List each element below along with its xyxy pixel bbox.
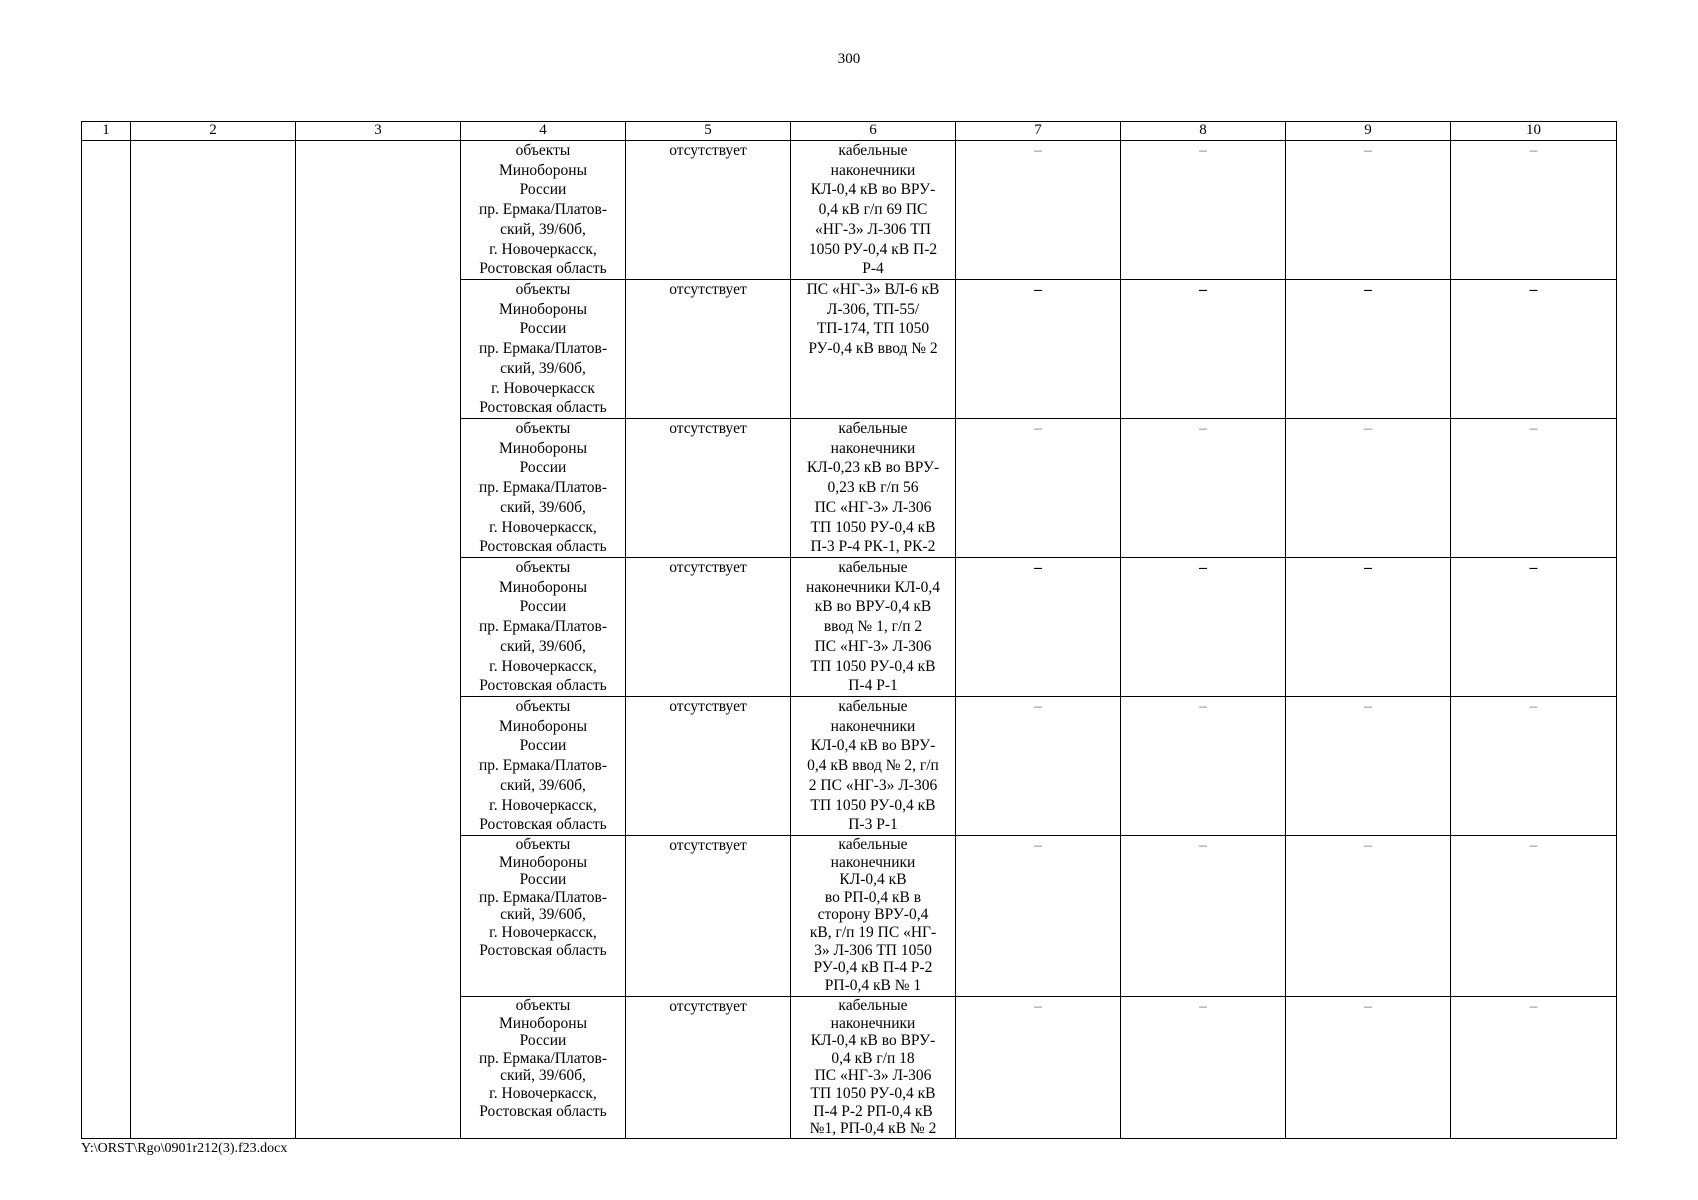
column-header-8: 8 <box>1121 122 1286 141</box>
col9-cell <box>1286 997 1451 1139</box>
equipment-cell <box>791 141 956 280</box>
dash-value: – <box>1034 998 1042 1015</box>
status-cell <box>626 697 791 836</box>
dash-value: – <box>1529 281 1538 298</box>
status-cell <box>626 141 791 280</box>
object-location-text: объекты Минобороны России пр. Ермака/Платов- ский, 39/60б, г. Новочеркасск, Ростовская область <box>478 997 608 1120</box>
col9-cell <box>1286 558 1451 697</box>
data-table <box>81 121 1617 1139</box>
equipment-cell <box>791 280 956 419</box>
col7-cell <box>956 697 1121 836</box>
merged-cell-col2 <box>131 141 296 1139</box>
dash-value: – <box>1364 698 1372 715</box>
col7-cell <box>956 558 1121 697</box>
status-text: отсутствует <box>669 559 747 576</box>
object-location-cell <box>461 419 626 558</box>
equipment-cell <box>791 697 956 836</box>
col8-cell <box>1121 141 1286 280</box>
col8-cell <box>1121 697 1286 836</box>
column-header-1: 1 <box>82 122 131 141</box>
merged-cell-col3 <box>296 141 461 1139</box>
dash-value: – <box>1199 142 1207 159</box>
equipment-cell <box>791 997 956 1139</box>
column-header-10: 10 <box>1451 122 1617 141</box>
dash-value: – <box>1529 837 1538 854</box>
dash-value: – <box>1529 998 1538 1015</box>
status-text: отсутствует <box>669 698 747 715</box>
dash-value: – <box>1364 420 1372 437</box>
column-header-5: 5 <box>626 122 791 141</box>
status-cell <box>626 836 791 997</box>
dash-value: – <box>1034 559 1042 576</box>
dash-value: – <box>1364 559 1372 576</box>
status-text: отсутствует <box>669 420 747 437</box>
dash-value: – <box>1034 420 1042 437</box>
col8-cell <box>1121 836 1286 997</box>
column-header-7: 7 <box>956 122 1121 141</box>
equipment-text: кабельные наконечники КЛ-0,23 кВ во ВРУ- 0,23 кВ г/п 56 ПС «НГ-3» Л-306 ТП 1050 РУ-0,4 кВ П-3 Р-4 РК-1, РК-2 <box>806 420 940 556</box>
status-cell <box>626 280 791 419</box>
object-location-cell <box>461 836 626 997</box>
dash-value: – <box>1529 559 1538 576</box>
col10-cell <box>1451 419 1617 558</box>
status-cell <box>626 419 791 558</box>
status-text: отсутствует <box>669 281 747 298</box>
dash-value: – <box>1034 281 1042 298</box>
col9-cell <box>1286 836 1451 997</box>
col8-cell <box>1121 280 1286 419</box>
dash-value: – <box>1529 142 1538 159</box>
col7-cell <box>956 141 1121 280</box>
equipment-text: кабельные наконечники КЛ-0,4 кВ во РП-0,4 кВ в сторону ВРУ-0,4 кВ, г/п 19 ПС «НГ- 3» Л-306 ТП 1050 РУ-0,4 кВ П-4 Р-2 РП-0,4 кВ № 1 <box>809 836 937 994</box>
dash-value: – <box>1199 837 1207 854</box>
equipment-cell <box>791 836 956 997</box>
status-text: отсутствует <box>669 998 747 1015</box>
page-number: 300 <box>837 51 861 67</box>
equipment-text: ПС «НГ-3» ВЛ-6 кВ Л-306, ТП-55/ ТП-174, ТП 1050 РУ-0,4 кВ ввод № 2 <box>806 281 940 358</box>
col10-cell <box>1451 836 1617 997</box>
object-location-cell <box>461 141 626 280</box>
dash-value: – <box>1199 698 1207 715</box>
dash-value: – <box>1364 142 1372 159</box>
dash-value: – <box>1364 837 1372 854</box>
equipment-text: кабельные наконечники КЛ-0,4 кВ во ВРУ-0,4 кВ ввод № 1, г/п 2 ПС «НГ-3» Л-306 ТП 1050 РУ-0,4 кВ П-4 Р-1 <box>806 559 940 695</box>
col9-cell <box>1286 280 1451 419</box>
col8-cell <box>1121 419 1286 558</box>
object-location-cell <box>461 280 626 419</box>
table-row <box>82 141 1617 280</box>
column-header-6: 6 <box>791 122 956 141</box>
column-header-3: 3 <box>296 122 461 141</box>
column-number-row <box>82 122 1617 141</box>
object-location-text: объекты Минобороны России пр. Ермака/Платов- ский, 39/60б, г. Новочеркасск, Ростовская область <box>478 559 608 695</box>
status-text: отсутствует <box>669 837 747 854</box>
dash-value: – <box>1364 998 1372 1015</box>
col7-cell <box>956 836 1121 997</box>
col7-cell <box>956 419 1121 558</box>
object-location-text: объекты Минобороны России пр. Ермака/Платов- ский, 39/60б, г. Новочеркасск, Ростовская область <box>478 420 608 556</box>
merged-cell-col1 <box>82 141 131 1139</box>
object-location-cell <box>461 558 626 697</box>
col8-cell <box>1121 558 1286 697</box>
dash-value: – <box>1199 420 1207 437</box>
object-location-text: объекты Минобороны России пр. Ермака/Платов- ский, 39/60б, г. Новочеркасск, Ростовская область <box>478 142 608 278</box>
dash-value: – <box>1199 281 1207 298</box>
col10-cell <box>1451 141 1617 280</box>
col9-cell <box>1286 697 1451 836</box>
col10-cell <box>1451 697 1617 836</box>
equipment-text: кабельные наконечники КЛ-0,4 кВ во ВРУ- 0,4 кВ г/п 69 ПС «НГ-3» Л-306 ТП 1050 РУ-0,4 кВ П-2 Р-4 <box>808 142 938 278</box>
dash-value: – <box>1034 837 1042 854</box>
col9-cell <box>1286 419 1451 558</box>
dash-value: – <box>1364 281 1372 298</box>
col10-cell <box>1451 558 1617 697</box>
column-header-9: 9 <box>1286 122 1451 141</box>
col8-cell <box>1121 997 1286 1139</box>
status-cell <box>626 997 791 1139</box>
col9-cell <box>1286 141 1451 280</box>
object-location-cell <box>461 997 626 1139</box>
column-header-4: 4 <box>461 122 626 141</box>
status-text: отсутствует <box>669 142 747 159</box>
equipment-cell <box>791 558 956 697</box>
equipment-text: кабельные наконечники КЛ-0,4 кВ во ВРУ- 0,4 кВ ввод № 2, г/п 2 ПС «НГ-3» Л-306 ТП 1050 РУ-0,4 кВ П-3 Р-1 <box>807 698 939 834</box>
column-header-2: 2 <box>131 122 296 141</box>
object-location-text: объекты Минобороны России пр. Ермака/Платов- ский, 39/60б, г. Новочеркасск, Ростовская область <box>478 698 608 834</box>
dash-value: – <box>1034 142 1042 159</box>
object-location-text: объекты Минобороны России пр. Ермака/Платов- ский, 39/60б, г. Новочеркасск Ростовская область <box>478 281 608 417</box>
col10-cell <box>1451 280 1617 419</box>
object-location-text: объекты Минобороны России пр. Ермака/Платов- ский, 39/60б, г. Новочеркасск, Ростовская область <box>478 836 608 959</box>
dash-value: – <box>1199 998 1207 1015</box>
dash-value: – <box>1529 420 1538 437</box>
dash-value: – <box>1199 559 1207 576</box>
col7-cell <box>956 997 1121 1139</box>
object-location-cell <box>461 697 626 836</box>
file-path-footer: Y:\ORST\Rgo\0901r212(3).f23.docx <box>81 1141 288 1156</box>
equipment-cell <box>791 419 956 558</box>
dash-value: – <box>1034 698 1042 715</box>
equipment-text: кабельные наконечники КЛ-0,4 кВ во ВРУ- 0,4 кВ г/п 18 ПС «НГ-3» Л-306 ТП 1050 РУ-0,4 кВ П-4 Р-2 РП-0,4 кВ №1, РП-0,4 кВ № 2 <box>809 997 937 1138</box>
status-cell <box>626 558 791 697</box>
col10-cell <box>1451 997 1617 1139</box>
table-body <box>82 122 1617 1139</box>
col7-cell <box>956 280 1121 419</box>
dash-value: – <box>1529 698 1538 715</box>
